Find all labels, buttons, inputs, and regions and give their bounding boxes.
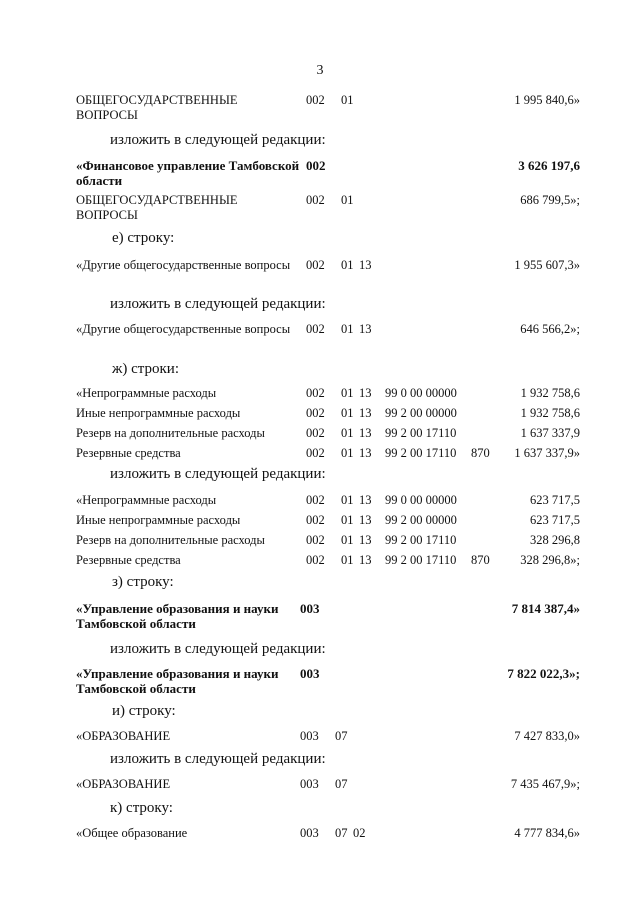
instruction-line: з) строку:	[112, 574, 174, 590]
row-section: 01	[341, 322, 354, 336]
row-sum: 1 932 758,6	[520, 406, 580, 420]
row-name: «Непрограммные расходы	[76, 386, 217, 400]
row-section: 07	[335, 826, 348, 840]
row-code: 002	[306, 513, 325, 527]
row-name: Резерв на дополнительные расходы	[76, 426, 265, 440]
row-code: 002	[306, 322, 325, 336]
row-code: 003	[300, 601, 320, 616]
instruction-line: изложить в следующей редакции:	[110, 466, 326, 482]
row-code: 002	[306, 386, 325, 400]
row-code: 003	[300, 729, 319, 743]
row-name: «Общее образование	[76, 826, 188, 840]
row-sum: 686 799,5»;	[520, 193, 580, 207]
row-section: 01	[341, 258, 354, 272]
row-expense-type: 870	[471, 446, 490, 460]
row-subsection: 13	[359, 426, 372, 440]
row-subsection: 13	[359, 513, 372, 527]
row-name: «ОБРАЗОВАНИЕ	[76, 777, 171, 791]
row-subsection: 13	[359, 553, 372, 567]
row-sum: 646 566,2»;	[520, 322, 580, 336]
row-subsection: 13	[359, 386, 372, 400]
row-code: 002	[306, 533, 325, 547]
row-section: 01	[341, 533, 354, 547]
row-sum: 328 296,8»;	[520, 553, 580, 567]
row-code: 002	[306, 258, 325, 272]
row-code: 002	[306, 446, 325, 460]
row-section: 01	[341, 553, 354, 567]
row-target: 99 2 00 00000	[385, 513, 457, 527]
row-code: 002	[306, 193, 325, 207]
row-section: 01	[341, 406, 354, 420]
row-name: «Финансовое управление Тамбовской области	[76, 158, 300, 188]
row-name: «ОБРАЗОВАНИЕ	[76, 729, 171, 743]
row-target: 99 0 00 00000	[385, 493, 457, 507]
row-name: Резервные средства	[76, 446, 181, 460]
instruction-line: изложить в следующей редакции:	[110, 751, 326, 767]
row-code: 002	[306, 158, 326, 173]
row-name: «Непрограммные расходы	[76, 493, 217, 507]
row-section: 07	[335, 729, 348, 743]
row-sum: 7 822 022,3»;	[507, 666, 580, 681]
row-section: 01	[341, 493, 354, 507]
row-sum: 623 717,5	[530, 493, 580, 507]
instruction-line: изложить в следующей редакции:	[110, 641, 326, 657]
instruction-line: изложить в следующей редакции:	[110, 296, 326, 312]
row-subsection: 13	[359, 258, 372, 272]
row-expense-type: 870	[471, 553, 490, 567]
row-target: 99 2 00 17110	[385, 426, 457, 440]
instruction-line: ж) строки:	[112, 361, 179, 377]
row-name: Резерв на дополнительные расходы	[76, 533, 265, 547]
row-subsection: 13	[359, 493, 372, 507]
instruction-line: изложить в следующей редакции:	[110, 132, 326, 148]
row-target: 99 2 00 17110	[385, 553, 457, 567]
row-sum: 1 637 337,9»	[514, 446, 580, 460]
row-subsection: 13	[359, 406, 372, 420]
row-name: Иные непрограммные расходы	[76, 406, 241, 420]
row-sum: 1 995 840,6»	[514, 93, 580, 107]
row-sum: 4 777 834,6»	[514, 826, 580, 840]
instruction-line: и) строку:	[112, 703, 176, 719]
row-target: 99 0 00 00000	[385, 386, 457, 400]
row-sum: 7 435 467,9»;	[510, 777, 580, 791]
row-code: 003	[300, 777, 319, 791]
row-subsection: 13	[359, 322, 372, 336]
row-code: 002	[306, 426, 325, 440]
row-code: 002	[306, 553, 325, 567]
row-code: 002	[306, 406, 325, 420]
row-section: 01	[341, 446, 354, 460]
row-sum: 7 427 833,0»	[514, 729, 580, 743]
row-name: «Управление образования и науки Тамбовской области	[76, 601, 279, 631]
row-subsection: 02	[353, 826, 366, 840]
instruction-line: к) строку:	[110, 800, 173, 816]
row-code: 002	[306, 493, 325, 507]
instruction-line: е) строку:	[112, 230, 175, 246]
row-name: Резервные средства	[76, 553, 181, 567]
row-section: 01	[341, 426, 354, 440]
row-sum: 3 626 197,6	[518, 158, 580, 173]
row-code: 003	[300, 666, 320, 681]
row-sum: 7 814 387,4»	[511, 601, 580, 616]
row-code: 002	[306, 93, 325, 107]
row-sum: 623 717,5	[530, 513, 580, 527]
row-section: 01	[341, 513, 354, 527]
row-sum: 328 296,8	[530, 533, 580, 547]
row-name: Иные непрограммные расходы	[76, 513, 241, 527]
row-name: ОБЩЕГОСУДАРСТВЕННЫЕ ВОПРОСЫ	[76, 193, 238, 222]
row-subsection: 13	[359, 446, 372, 460]
row-sum: 1 637 337,9	[520, 426, 580, 440]
page-number: 3	[316, 63, 324, 78]
row-sum: 1 932 758,6	[520, 386, 580, 400]
row-name: «Другие общегосударственные вопросы	[76, 258, 291, 272]
row-section: 01	[341, 93, 354, 107]
row-target: 99 2 00 17110	[385, 533, 457, 547]
row-name: «Управление образования и науки Тамбовской области	[76, 666, 279, 696]
row-section: 07	[335, 777, 348, 791]
row-target: 99 2 00 00000	[385, 406, 457, 420]
row-sum: 1 955 607,3»	[514, 258, 580, 272]
row-name: «Другие общегосударственные вопросы	[76, 322, 291, 336]
row-section: 01	[341, 386, 354, 400]
row-subsection: 13	[359, 533, 372, 547]
row-name: ОБЩЕГОСУДАРСТВЕННЫЕ ВОПРОСЫ	[76, 93, 238, 122]
row-code: 003	[300, 826, 319, 840]
row-target: 99 2 00 17110	[385, 446, 457, 460]
row-section: 01	[341, 193, 354, 207]
